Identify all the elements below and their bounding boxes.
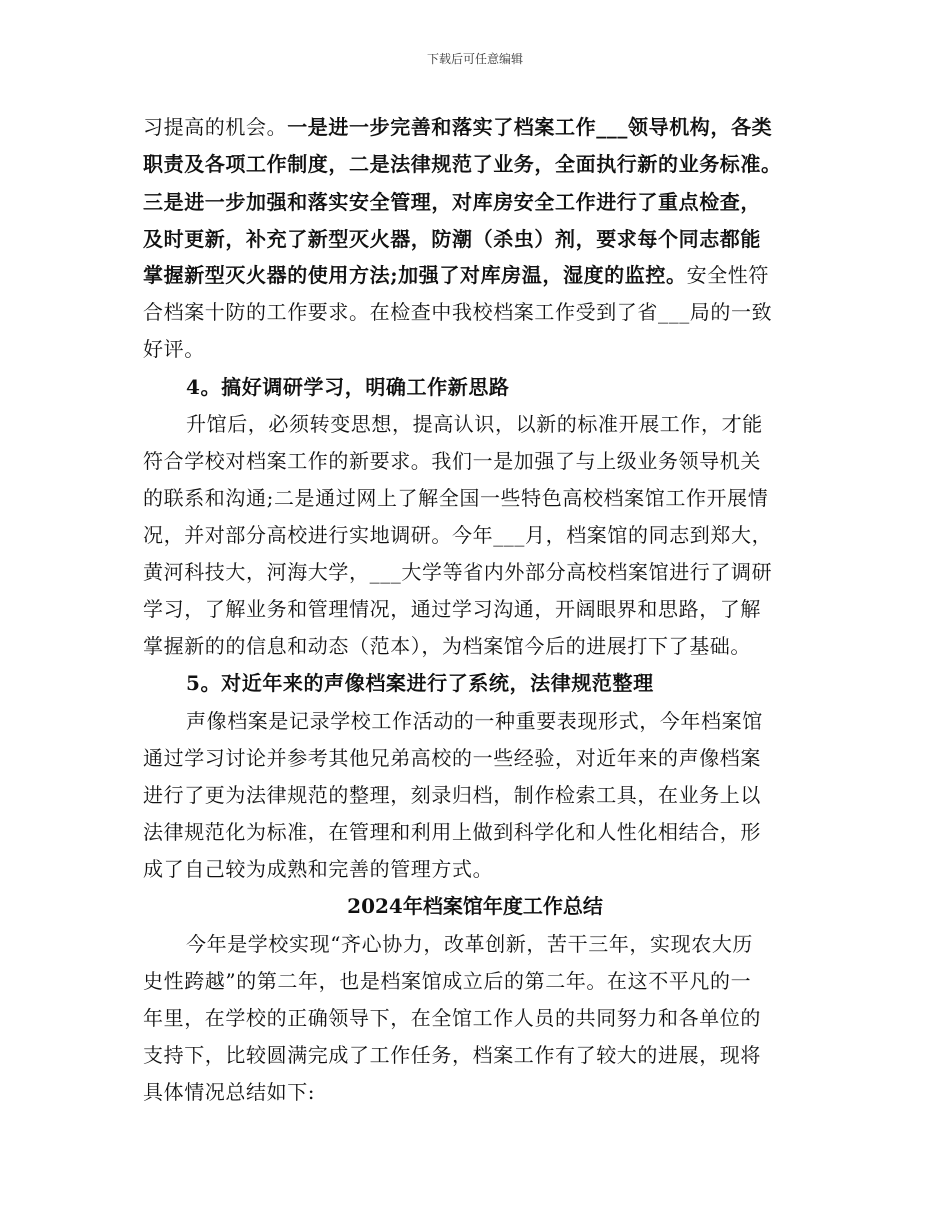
p1-line-4: 及时更新，补充了新型灭火器，防潮（杀虫）剂，要求每个同志都能 — [143, 227, 761, 251]
p4-line-6: 学习，了解业务和管理情况，通过学习沟通，开阔眼界和思路，了解 — [143, 597, 761, 621]
p1-line-7: 好评。 — [143, 337, 205, 361]
document-title: 2024年档案馆年度工作总结 — [347, 894, 603, 918]
p5-line-3: 进行了更为法律规范的整理，刻录归档，制作检索工具，在业务上以 — [143, 783, 761, 807]
p1-line-1-bold: 一是进一步完善和落实了档案工作___领导机构，各类 — [287, 115, 773, 139]
p1-line-5 — [143, 262, 769, 288]
p6-line-2: 史性跨越”的第二年，也是档案馆成立后的第二年。在这不平凡的一 — [143, 969, 752, 993]
p1-line-5-bold: 掌握新型灭火器的使用方法;加强了对库房温，湿度的监控。 — [143, 263, 687, 287]
section-heading-4: 4。搞好调研学习，明确工作新思路 — [186, 375, 510, 399]
p6-line-5: 具体情况总结如下: — [143, 1080, 316, 1104]
p6-line-1: 今年是学校实现“齐心协力，改革创新，苦干三年，实现农大历 — [186, 932, 754, 956]
p4-line-7: 掌握新的的信息和动态（范本），为档案馆今后的进展打下了基础。 — [143, 634, 751, 658]
p1-line-2: 职责及各项工作制度，二是法律规范了业务，全面执行新的业务标准。 — [143, 152, 782, 176]
p1-line-1 — [143, 114, 772, 140]
page-header: 下载后可任意编辑 — [426, 52, 523, 66]
p4-line-5: 黄河科技大，河海大学，___大学等省内外部分高校档案馆进行了调研 — [143, 560, 773, 584]
p5-line-5: 成了自己较为成熟和完善的管理方式。 — [143, 857, 494, 881]
p5-line-1: 声像档案是记录学校工作活动的一种重要表现形式，今年档案馆 — [186, 709, 763, 733]
p1-line-5-normal: 安全性符 — [686, 263, 769, 287]
p5-line-4: 法律规范化为标准，在管理和利用上做到科学化和人性化相结合，形 — [143, 820, 761, 844]
p1-line-1-normal: 习提高的机会。 — [143, 115, 288, 139]
p6-line-4: 支持下，比较圆满完成了工作任务，档案工作有了较大的进展，现将 — [143, 1043, 761, 1067]
p1-line-3: 三是进一步加强和落实安全管理，对库房安全工作进行了重点检查， — [143, 190, 761, 214]
p4-line-4: 况，并对部分高校进行实地调研。今年___月，档案馆的同志到郑大， — [143, 523, 773, 547]
p5-line-2: 通过学习讨论并参考其他兄弟高校的一些经验，对近年来的声像档案 — [143, 746, 761, 770]
p6-line-3: 年里，在学校的正确领导下，在全馆工作人员的共同努力和各单位的 — [143, 1006, 761, 1030]
p1-line-6: 合档案十防的工作要求。在检查中我校档案工作受到了省___局的一致 — [143, 300, 773, 324]
section-heading-5: 5。对近年来的声像档案进行了系统，法律规范整理 — [186, 671, 654, 695]
p4-line-3: 的联系和沟通;二是通过网上了解全国一些特色高校档案馆工作开展情 — [143, 486, 769, 510]
p4-line-1: 升馆后，必须转变思想，提高认识，以新的标准开展工作，才能 — [186, 412, 763, 436]
p4-line-2: 符合学校对档案工作的新要求。我们一是加强了与上级业务领导机关 — [143, 449, 761, 473]
